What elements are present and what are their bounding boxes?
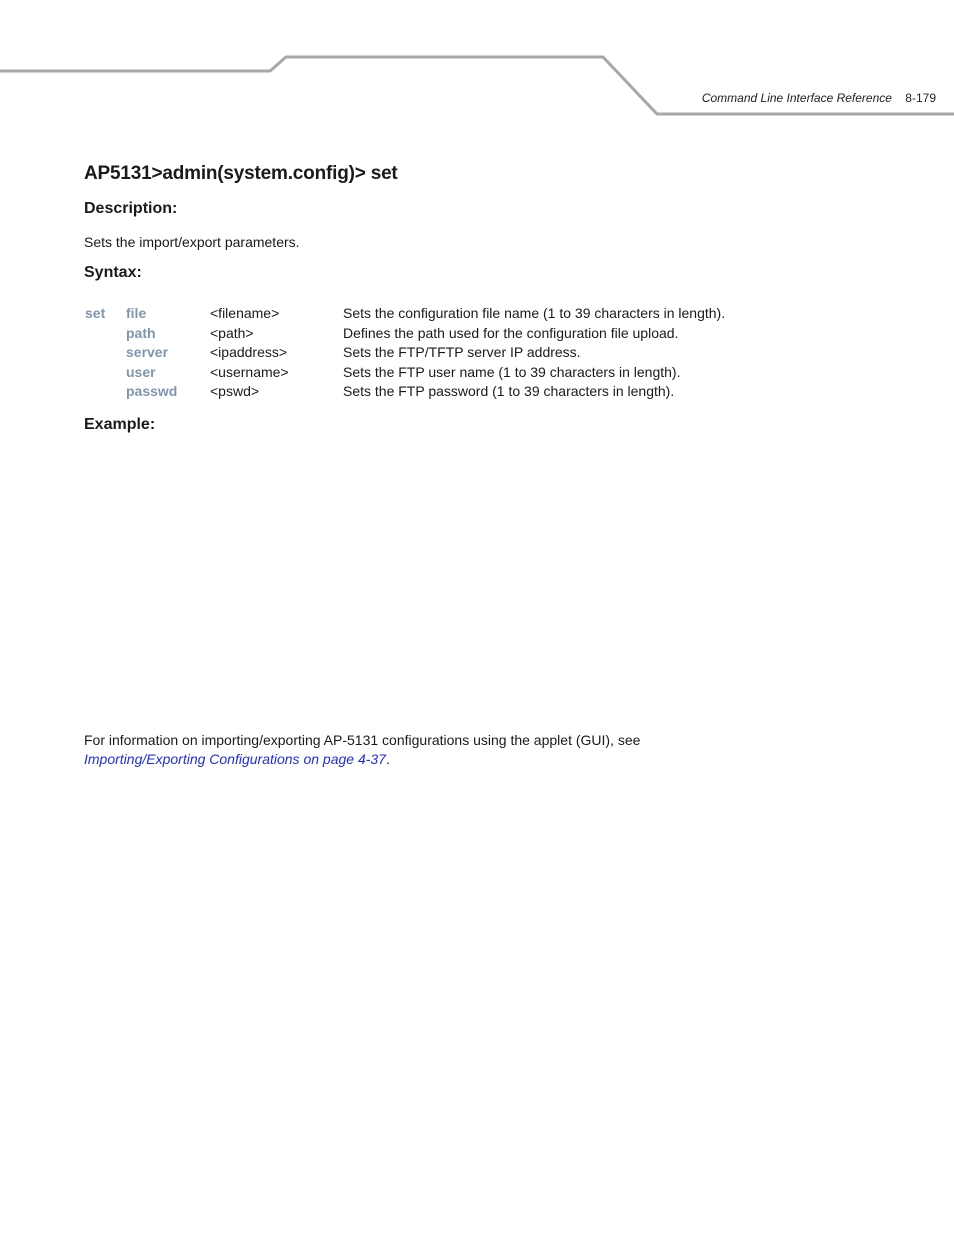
syntax-value: <ipaddress> [210,344,288,360]
syntax-description: Sets the FTP user name (1 to 39 characters in length). [343,363,681,380]
syntax-description: Sets the FTP/TFTP server IP address. [343,344,581,360]
running-head [702,91,936,105]
description-heading: Description: [84,200,178,217]
syntax-value: <pswd> [210,383,260,399]
syntax-value: <username> [210,363,289,380]
syntax-description: Defines the path used for the configuration file upload. [343,324,679,341]
syntax-command: set [85,305,106,321]
chapter-title: Command Line Interface Reference [701,91,892,105]
description-text: Sets the import/export parameters. [84,234,300,250]
syntax-table [84,305,784,403]
syntax-row [84,325,784,345]
syntax-heading: Syntax: [84,264,142,281]
syntax-value: <filename> [210,305,280,321]
syntax-description: Sets the FTP password (1 to 39 characters in length). [343,383,675,399]
footer-note-period: . [385,751,390,767]
cross-reference-link[interactable]: Importing/Exporting Configurations on page 4-37 [84,751,386,767]
syntax-arg: file [126,305,147,321]
footer-note [84,731,640,769]
syntax-arg: server [126,344,169,360]
syntax-row [84,383,784,403]
syntax-value: <path> [210,324,254,341]
footer-note-text: For information on importing/exporting AP-5131 configurations using the applet (GUI), see [84,732,641,748]
syntax-arg: passwd [126,383,178,399]
syntax-row [84,305,784,325]
page-title: AP5131>admin(system.config)> set [84,163,398,184]
example-heading: Example: [84,416,156,433]
syntax-row [84,344,784,364]
syntax-arg: user [126,363,156,380]
syntax-description: Sets the configuration file name (1 to 39 characters in length). [343,305,726,321]
syntax-arg: path [126,324,156,341]
page-number: 8-179 [905,91,936,105]
syntax-row [84,364,784,384]
